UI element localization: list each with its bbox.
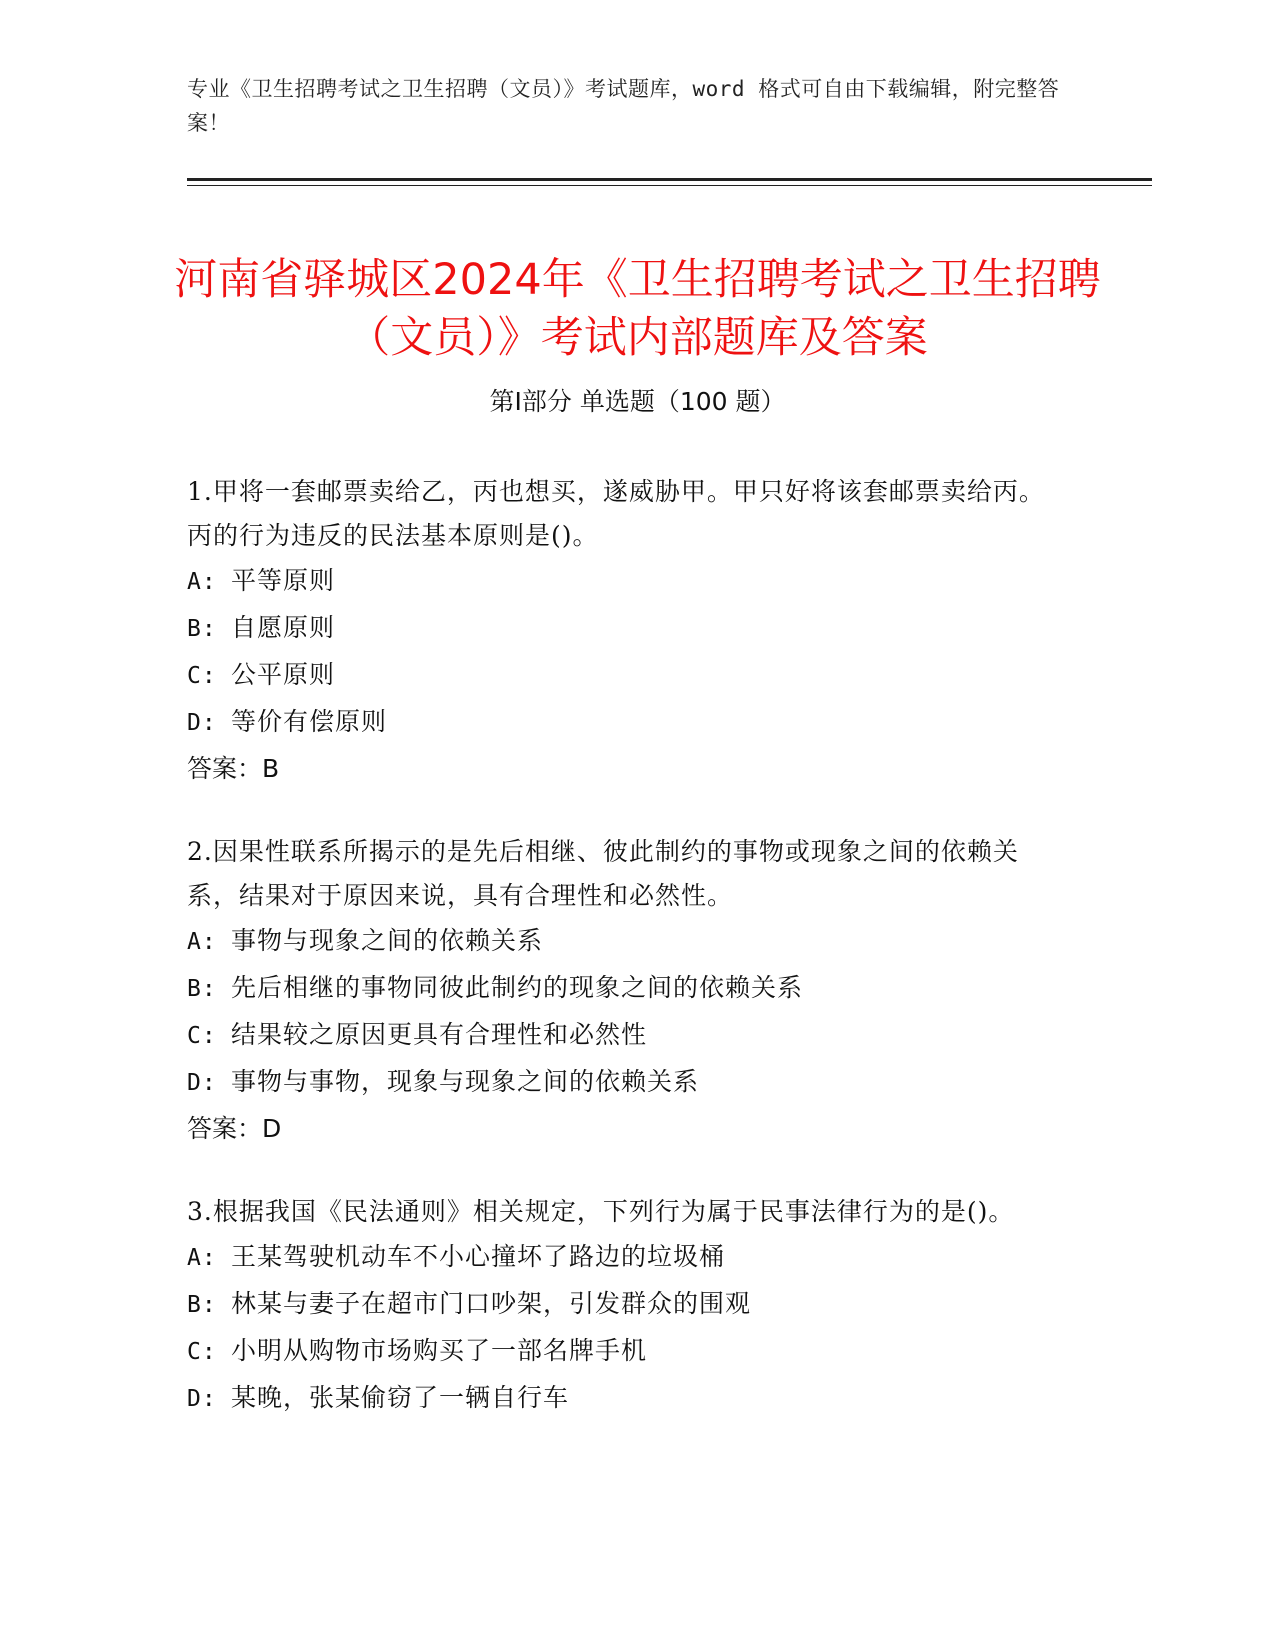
option-c [187,1012,1067,1059]
answer-label: 答案： [187,1114,263,1143]
option-letter: A: [187,569,217,595]
option-text: 结果较之原因更具有合理性和必然性 [231,1020,648,1049]
answer-line [187,1106,1067,1152]
option-letter: B: [187,976,217,1002]
question-2 [187,830,1067,1152]
header-divider-thick [187,178,1152,181]
option-d [187,1375,1067,1422]
question-3 [187,1190,1067,1422]
option-text: 公平原则 [231,660,336,689]
option-c [187,652,1067,699]
option-letter: C: [187,663,217,689]
option-text: 事物与现象之间的依赖关系 [231,926,544,955]
answer-line [187,746,1067,792]
option-a [187,918,1067,965]
option-c [187,1328,1067,1375]
option-text: 等价有偿原则 [231,707,388,736]
header-note: 专业《卫生招聘考试之卫生招聘（文员）》考试题库，word 格式可自由下载编辑，附完整答案！ [187,77,1060,135]
option-text: 平等原则 [231,566,336,595]
option-letter: B: [187,616,217,642]
option-text: 自愿原则 [231,613,336,642]
option-text: 事物与事物，现象与现象之间的依赖关系 [231,1067,700,1096]
option-d [187,699,1067,746]
question-stem: 3.根据我国《民法通则》相关规定，下列行为属于民事法律行为的是()。 [187,1197,1015,1226]
answer-value: B [262,754,280,783]
option-letter: D: [187,710,217,736]
section-heading: 第Ⅰ部分 单选题（100 题） [489,387,786,416]
option-text: 王某驾驶机动车不小心撞坏了路边的垃圾桶 [231,1242,726,1271]
option-b [187,605,1067,652]
option-a [187,1234,1067,1281]
question-list [187,470,1067,1460]
option-letter: D: [187,1386,217,1412]
option-letter: B: [187,1292,217,1318]
option-text: 某晚，张某偷窃了一辆自行车 [231,1383,570,1412]
header-divider-thin [187,185,1152,186]
option-d [187,1059,1067,1106]
document-title: 河南省驿城区2024年《卫生招聘考试之卫生招聘（文员）》考试内部题库及答案 [174,254,1101,363]
question-1 [187,470,1067,792]
question-stem: 2.因果性联系所揭示的是先后相继、彼此制约的事物或现象之间的依赖关系，结果对于原因来说，具有合理性和必然性。 [187,837,1019,910]
option-text: 先后相继的事物同彼此制约的现象之间的依赖关系 [231,973,804,1002]
answer-label: 答案： [187,754,263,783]
option-letter: C: [187,1339,217,1365]
option-letter: A: [187,929,217,955]
option-text: 小明从购物市场购买了一部名牌手机 [231,1336,648,1365]
answer-value: D [262,1114,282,1143]
option-a [187,558,1067,605]
option-b [187,965,1067,1012]
option-text: 林某与妻子在超市门口吵架，引发群众的围观 [231,1289,752,1318]
option-letter: D: [187,1070,217,1096]
option-b [187,1281,1067,1328]
option-letter: C: [187,1023,217,1049]
question-stem: 1.甲将一套邮票卖给乙，丙也想买，遂威胁甲。甲只好将该套邮票卖给丙。丙的行为违反的民法基本原则是()。 [187,477,1045,550]
option-letter: A: [187,1245,217,1271]
